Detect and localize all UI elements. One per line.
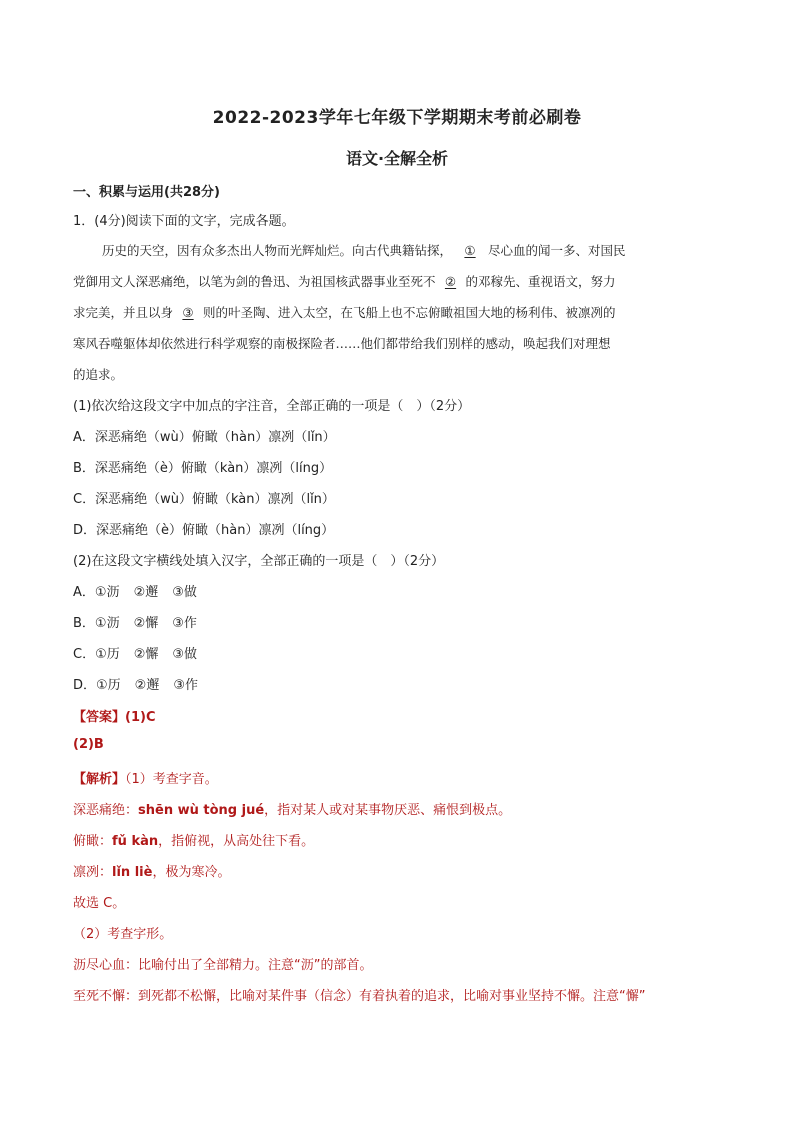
analysis-entry-1 [73,799,511,818]
entry-text: ，极为寒冷。 [152,865,231,880]
page-title: 2022-2023学年七年级下学期期末考前必刷卷 [212,108,582,128]
analysis-entry-2 [73,830,314,849]
analysis-entry-5: 至死不懈：到死都不松懈，比喻对某件事（信念）有着执着的追求，比喻对事业坚持不懈。注意“懈” [73,989,646,1004]
subquestion-2-option-b [73,612,197,631]
subquestion-2-option-c [73,643,197,662]
entry-text: ，指俯视，从高处往下看。 [158,834,315,849]
analysis-part-2-title: （2）考查字形。 [73,927,173,942]
subquestion-1-option-a: A．深恶痛绝（wù）俯瞰（hàn）凛冽（lǐn） [73,430,336,445]
option-part: ②懈 [133,616,159,631]
entry-text: ，指对某人或对某事物厌恶、痛恨到极点。 [264,803,512,818]
blank-3: ③ [182,305,194,320]
answer-label: 【答案】 [73,710,126,725]
entry-pinyin: lǐn liè [112,865,153,880]
option-part: ①历 [95,647,120,662]
subquestion-1-option-b: B．深恶痛绝（è）俯瞰（kàn）凛冽（líng） [73,461,333,476]
passage-line-2 [73,272,616,290]
analysis-line-1 [73,768,218,787]
subquestion-2-option-a [73,581,197,600]
subquestion-1-option-c: C．深恶痛绝（wù）俯瞰（kàn）凛冽（lǐn） [73,492,335,507]
passage-text: 的邓稼先、重视语文，努力 [465,274,616,289]
question-intro: 1．(4分)阅读下面的文字，完成各题。 [73,214,295,229]
entry-term: 凛冽： [73,865,113,880]
passage-text: 历史的天空，因有众多杰出人物而光辉灿烂。向古代典籍钻探， [102,243,453,258]
entry-pinyin: shēn wù tòng jué [138,803,265,818]
analysis-choose: 故选 C。 [73,896,126,911]
option-letter: A． [73,585,95,600]
option-part: ③作 [173,678,198,693]
section-heading: 一、积累与运用(共28分) [73,185,220,200]
analysis-entry-3 [73,861,230,880]
analysis-part-1-title: （1）考查字音。 [125,772,218,787]
option-part: ③作 [172,616,197,631]
passage-line-1 [102,241,626,259]
passage-line-5: 的追求。 [73,367,124,382]
passage-text: 尽心血的闻一多、对国民 [488,243,626,258]
passage-text: 党御用文人深恶痛绝，以笔为剑的鲁迅、为祖国核武器事业至死不 [73,274,436,289]
subquestion-1-option-d: D．深恶痛绝（è）俯瞰（hàn）凛冽（líng） [73,523,335,538]
subquestion-2-stem: (2)在这段文字横线处填入汉字，全部正确的一项是（ ）（2分） [73,554,445,569]
passage-line-4: 寒风吞噬躯体却依然进行科学观察的南极探险者……他们都带给我们别样的感动，唤起我们对理想 [73,336,611,351]
passage-text: 则的叶圣陶、进入太空，在飞船上也不忘俯瞰祖国大地的杨利伟、被凛冽的 [203,305,616,320]
analysis-entry-4: 沥尽心血：比喻付出了全部精力。注意“沥”的部首。 [73,958,373,973]
entry-pinyin: fǔ kàn [112,834,159,849]
option-part: ①沥 [94,585,120,600]
blank-2: ② [444,274,457,289]
entry-term: 俯瞰： [73,834,113,849]
option-letter: C． [73,647,96,662]
option-part: ②邂 [134,678,160,693]
blank-1: ① [464,243,476,258]
option-letter: D． [73,678,97,693]
page-subtitle: 语文·全解全析 [345,149,449,168]
answer-value-1: (1)C [125,710,156,725]
option-part: ②懈 [133,647,159,662]
option-part: ①历 [96,678,121,693]
passage-line-3 [73,303,616,321]
option-part: ②邂 [133,585,159,600]
subquestion-2-option-d [73,674,198,693]
analysis-label: 【解析】 [73,772,126,787]
passage-text: 求完美，并且以身 [73,305,174,320]
answer-value-2: (2)B [73,737,104,752]
option-part: ①沥 [94,616,120,631]
entry-term: 深恶痛绝： [73,803,139,818]
subquestion-1-stem: (1)依次给这段文字中加点的字注音，全部正确的一项是（ ）（2分） [73,399,471,414]
answer-line-1 [73,706,155,725]
option-part: ③做 [172,647,198,662]
option-letter: B． [73,616,95,631]
option-part: ③做 [172,585,197,600]
